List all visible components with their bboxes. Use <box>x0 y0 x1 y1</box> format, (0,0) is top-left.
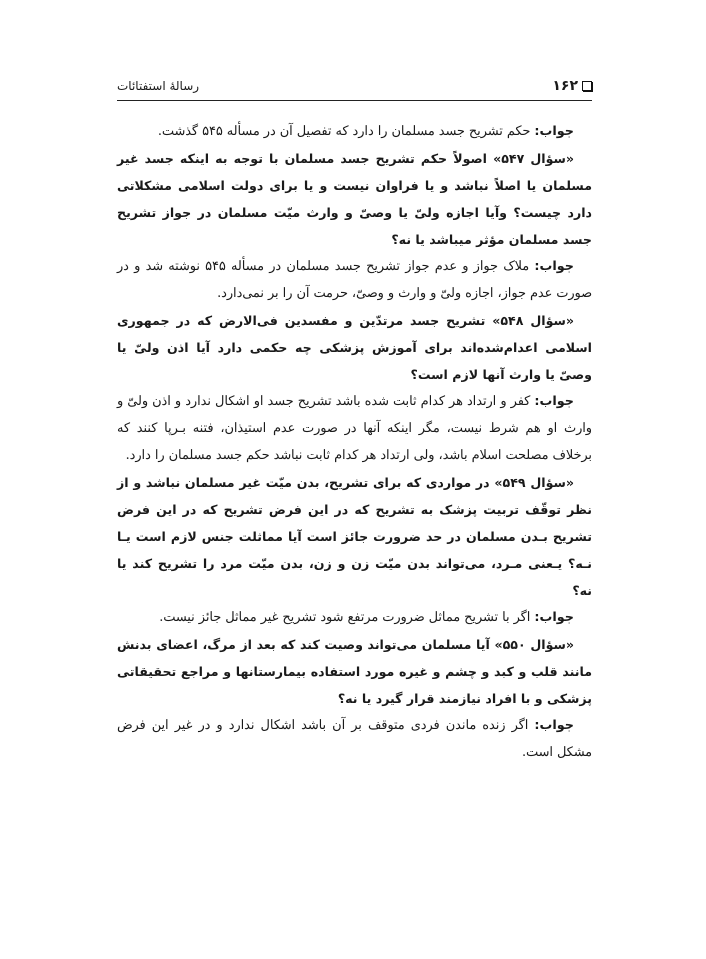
answer-paragraph <box>117 253 592 307</box>
question-text: اصولاً حکم تشریح جسد مسلمان با توجه به اینکه جسد غیر مسلمان یا اصلاً نباشد و یا فراوان نیست و یا برای دولت اسلامی مشکلاتی دارد چیست؟ وآیا اجازه ولیّ یا وصیّ و وارث میّت مسلمان در جواز تشریح جسد مسلمان مؤثر میباشد یا نه؟ <box>117 151 592 247</box>
answer-text: حکم تشریح جسد مسلمان را دارد که تفصیل آن در مسأله ۵۴۵ گذشت. <box>157 124 535 139</box>
page-header <box>117 78 592 101</box>
answer-label: جواب: <box>534 124 574 139</box>
question-label: «سؤال ۵۴۸» <box>492 313 574 328</box>
question-paragraph <box>117 631 592 712</box>
answer-paragraph <box>117 604 592 631</box>
answer-label: جواب: <box>534 259 574 274</box>
square-ornament-icon <box>582 81 592 91</box>
question-text: تشریح جسد مرتدّین و مفسدین فی‌الارض که در جمهوری اسلامی اعدام‌شده‌اند برای آموزش پزشکی چه حکمی دارد آیا اذن ولیّ یا وصیّ یا وارث آنها لازم است؟ <box>117 313 592 382</box>
answer-label: جواب: <box>534 718 574 733</box>
running-title: رسالۀ استفتائات <box>117 79 200 93</box>
answer-text: اگر زنده ماندن فردی متوقف بر آن باشد اشکال ندارد و در غیر این فرض مشکل است. <box>117 718 592 760</box>
question-label: «سؤال ۵۵۰» <box>494 637 574 652</box>
question-paragraph <box>117 469 592 604</box>
answer-text: اگر با تشریح مماثل ضرورت مرتفع شود تشریح غیر مماثل جائز نیست. <box>159 610 535 625</box>
question-label: «سؤال ۵۴۷» <box>493 151 575 166</box>
answer-paragraph <box>117 388 592 469</box>
question-paragraph <box>117 307 592 388</box>
page-body <box>117 118 592 766</box>
answer-label: جواب: <box>534 394 574 409</box>
answer-paragraph <box>117 118 592 145</box>
answer-paragraph <box>117 712 592 766</box>
question-paragraph <box>117 145 592 253</box>
question-text: آیا مسلمان می‌تواند وصیت کند که بعد از مرگ، اعضای بدنش مانند قلب و کبد و چشم و غیره مورد استفاده بیمارستانها و مراجع تحقیقاتی پزشکی و با افراد نیازمند قرار گیرد یا نه؟ <box>117 637 592 706</box>
answer-label: جواب: <box>534 610 574 625</box>
answer-text: ملاک جواز و عدم جواز تشریح جسد مسلمان در مسأله ۵۴۵ نوشته شد و در صورت عدم جواز، اجازه ولیّ و وارث و وصیّ، حرمت آن را بر نمی‌دارد. <box>117 259 592 301</box>
page-number-block <box>552 78 592 94</box>
question-text: در مواردی که برای تشریح، بدن میّت غیر مسلمان نباشد و از نظر توقّف تربیت پزشک به تشریح که در این فرض تشریح که در این فرض تشریح بـدن مسلمان در حد ضرورت جائز است آیا مماثلت جنس لازم است یـا نـه؟ یـعنی مـرد، می‌تواند بدن میّت زن و زن، بدن میّت مرد را تشریح کند یا نه؟ <box>117 475 592 598</box>
page-number: ۱۶۲ <box>552 78 578 94</box>
answer-text: کفر و ارتداد هر کدام ثابت شده باشد تشریح جسد او اشکال ندارد و اذن ولیّ و وارث او هم شرط نیست، مگر اینکه آنها در صورت عدم استیذان، فتنه بـرپا کنند که برخلاف مصلحت اسلام باشد، ولی ارتداد هر کدام ثابت نباشد حکم جسد مسلمان را دارد. <box>117 394 592 463</box>
question-label: «سؤال ۵۴۹» <box>494 475 574 490</box>
